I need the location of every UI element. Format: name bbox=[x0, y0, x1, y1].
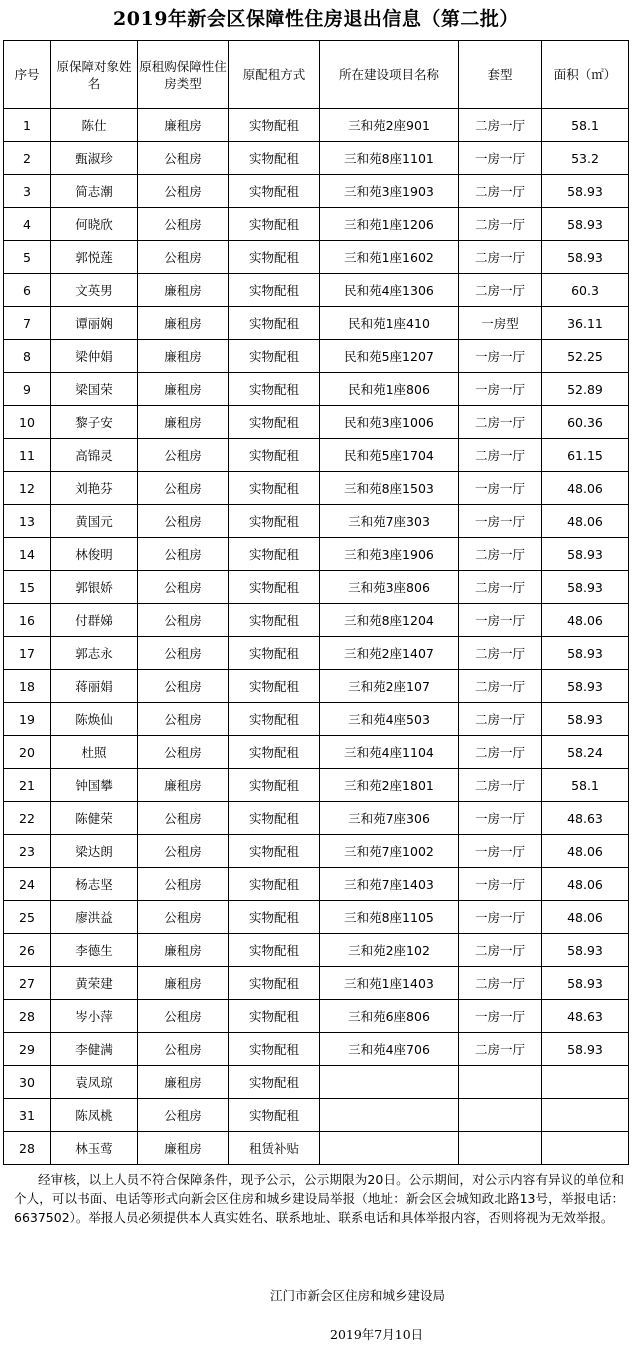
cell-name: 梁仲娟 bbox=[51, 340, 138, 373]
cell-name: 岑小萍 bbox=[51, 1000, 138, 1033]
table-row bbox=[4, 307, 629, 340]
table-row bbox=[4, 373, 629, 406]
table-row bbox=[4, 406, 629, 439]
cell-seq: 21 bbox=[4, 769, 51, 802]
cell-project-name: 三和苑4座1104 bbox=[320, 736, 459, 769]
cell-name: 林俊明 bbox=[51, 538, 138, 571]
page-title: 2019年新会区保障性住房退出信息（第二批） bbox=[113, 8, 519, 30]
table-row bbox=[4, 208, 629, 241]
cell-seq: 18 bbox=[4, 670, 51, 703]
cell-seq: 8 bbox=[4, 340, 51, 373]
cell-allocation-method: 实物配租 bbox=[229, 1099, 320, 1132]
cell-project-name: 三和苑2座901 bbox=[320, 109, 459, 142]
cell-project-name: 民和苑1座806 bbox=[320, 373, 459, 406]
cell-name: 李健满 bbox=[51, 1033, 138, 1066]
cell-name: 何晓欣 bbox=[51, 208, 138, 241]
cell-unit-type: 一房一厅 bbox=[459, 604, 542, 637]
cell-allocation-method: 实物配租 bbox=[229, 736, 320, 769]
table-row bbox=[4, 1000, 629, 1033]
cell-project-name: 民和苑4座1306 bbox=[320, 274, 459, 307]
cell-seq: 19 bbox=[4, 703, 51, 736]
cell-unit-type: 一房一厅 bbox=[459, 835, 542, 868]
table-row bbox=[4, 736, 629, 769]
cell-area: 48.06 bbox=[542, 604, 629, 637]
cell-seq: 20 bbox=[4, 736, 51, 769]
cell-seq: 14 bbox=[4, 538, 51, 571]
issue-date: 2019年7月10日 bbox=[330, 1327, 424, 1342]
cell-name: 郭银娇 bbox=[51, 571, 138, 604]
cell-housing-type: 公租房 bbox=[138, 241, 229, 274]
table-row bbox=[4, 1033, 629, 1066]
header-name: 原保障对象姓名 bbox=[51, 41, 138, 109]
cell-seq: 10 bbox=[4, 406, 51, 439]
header-area: 面积（㎡） bbox=[542, 41, 629, 109]
cell-housing-type: 廉租房 bbox=[138, 274, 229, 307]
cell-name: 蒋丽娟 bbox=[51, 670, 138, 703]
cell-allocation-method: 实物配租 bbox=[229, 175, 320, 208]
cell-allocation-method: 实物配租 bbox=[229, 142, 320, 175]
cell-name: 谭丽娴 bbox=[51, 307, 138, 340]
cell-name: 郭悦莲 bbox=[51, 241, 138, 274]
cell-housing-type: 公租房 bbox=[138, 175, 229, 208]
cell-project-name: 民和苑5座1207 bbox=[320, 340, 459, 373]
cell-unit-type: 一房一厅 bbox=[459, 868, 542, 901]
table-row bbox=[4, 1099, 629, 1132]
cell-seq: 2 bbox=[4, 142, 51, 175]
cell-unit-type: 二房一厅 bbox=[459, 571, 542, 604]
cell-area bbox=[542, 1099, 629, 1132]
cell-unit-type: 二房一厅 bbox=[459, 538, 542, 571]
cell-area: 48.06 bbox=[542, 835, 629, 868]
cell-area: 48.63 bbox=[542, 802, 629, 835]
cell-project-name: 民和苑5座1704 bbox=[320, 439, 459, 472]
cell-project-name: 三和苑2座102 bbox=[320, 934, 459, 967]
cell-project-name: 民和苑1座410 bbox=[320, 307, 459, 340]
cell-unit-type bbox=[459, 1099, 542, 1132]
table-row bbox=[4, 1132, 629, 1165]
table-row bbox=[4, 835, 629, 868]
cell-area: 58.93 bbox=[542, 1033, 629, 1066]
cell-name: 李德生 bbox=[51, 934, 138, 967]
cell-seq: 13 bbox=[4, 505, 51, 538]
table-row bbox=[4, 109, 629, 142]
cell-unit-type: 二房一厅 bbox=[459, 967, 542, 1000]
cell-housing-type: 公租房 bbox=[138, 637, 229, 670]
cell-seq: 24 bbox=[4, 868, 51, 901]
table-row bbox=[4, 241, 629, 274]
cell-allocation-method: 实物配租 bbox=[229, 571, 320, 604]
cell-allocation-method: 实物配租 bbox=[229, 307, 320, 340]
cell-housing-type: 公租房 bbox=[138, 439, 229, 472]
table-row bbox=[4, 604, 629, 637]
cell-project-name: 三和苑6座806 bbox=[320, 1000, 459, 1033]
cell-allocation-method: 实物配租 bbox=[229, 406, 320, 439]
cell-project-name: 三和苑4座706 bbox=[320, 1033, 459, 1066]
table-row bbox=[4, 769, 629, 802]
cell-seq: 12 bbox=[4, 472, 51, 505]
cell-unit-type: 一房一厅 bbox=[459, 1000, 542, 1033]
cell-housing-type: 廉租房 bbox=[138, 769, 229, 802]
cell-allocation-method: 实物配租 bbox=[229, 472, 320, 505]
cell-project-name: 三和苑7座1403 bbox=[320, 868, 459, 901]
cell-project-name: 民和苑3座1006 bbox=[320, 406, 459, 439]
cell-housing-type: 公租房 bbox=[138, 208, 229, 241]
cell-project-name bbox=[320, 1066, 459, 1099]
cell-allocation-method: 实物配租 bbox=[229, 1066, 320, 1099]
cell-unit-type: 二房一厅 bbox=[459, 208, 542, 241]
cell-unit-type: 二房一厅 bbox=[459, 703, 542, 736]
cell-unit-type: 二房一厅 bbox=[459, 274, 542, 307]
cell-allocation-method: 租赁补贴 bbox=[229, 1132, 320, 1165]
cell-unit-type: 一房一厅 bbox=[459, 802, 542, 835]
cell-seq: 28 bbox=[4, 1000, 51, 1033]
cell-name: 陈健荣 bbox=[51, 802, 138, 835]
issuing-organization: 江门市新会区住房和城乡建设局 bbox=[270, 1288, 446, 1303]
table-header-row bbox=[4, 41, 629, 109]
cell-allocation-method: 实物配租 bbox=[229, 439, 320, 472]
cell-housing-type: 公租房 bbox=[138, 670, 229, 703]
cell-allocation-method: 实物配租 bbox=[229, 505, 320, 538]
table-row bbox=[4, 1066, 629, 1099]
cell-unit-type: 二房一厅 bbox=[459, 241, 542, 274]
cell-area: 58.1 bbox=[542, 109, 629, 142]
cell-unit-type bbox=[459, 1132, 542, 1165]
cell-seq: 25 bbox=[4, 901, 51, 934]
cell-seq: 31 bbox=[4, 1099, 51, 1132]
cell-name: 杜照 bbox=[51, 736, 138, 769]
cell-housing-type: 公租房 bbox=[138, 538, 229, 571]
cell-project-name: 三和苑3座1906 bbox=[320, 538, 459, 571]
header-project-name: 所在建设项目名称 bbox=[320, 41, 459, 109]
table-row bbox=[4, 274, 629, 307]
cell-project-name bbox=[320, 1099, 459, 1132]
table-row bbox=[4, 505, 629, 538]
cell-name: 袁凤琼 bbox=[51, 1066, 138, 1099]
cell-area: 52.89 bbox=[542, 373, 629, 406]
cell-name: 刘艳芬 bbox=[51, 472, 138, 505]
cell-area: 53.2 bbox=[542, 142, 629, 175]
cell-project-name: 三和苑1座1602 bbox=[320, 241, 459, 274]
cell-unit-type: 二房一厅 bbox=[459, 637, 542, 670]
cell-area: 60.36 bbox=[542, 406, 629, 439]
cell-allocation-method: 实物配租 bbox=[229, 802, 320, 835]
cell-unit-type: 二房一厅 bbox=[459, 439, 542, 472]
table-row bbox=[4, 175, 629, 208]
cell-name: 杨志坚 bbox=[51, 868, 138, 901]
cell-seq: 15 bbox=[4, 571, 51, 604]
cell-area: 60.3 bbox=[542, 274, 629, 307]
cell-allocation-method: 实物配租 bbox=[229, 670, 320, 703]
cell-seq: 23 bbox=[4, 835, 51, 868]
cell-housing-type: 公租房 bbox=[138, 703, 229, 736]
cell-unit-type: 一房型 bbox=[459, 307, 542, 340]
cell-housing-type: 廉租房 bbox=[138, 934, 229, 967]
cell-project-name: 三和苑8座1503 bbox=[320, 472, 459, 505]
cell-project-name: 三和苑4座503 bbox=[320, 703, 459, 736]
cell-allocation-method: 实物配租 bbox=[229, 241, 320, 274]
cell-area: 48.06 bbox=[542, 868, 629, 901]
table-row bbox=[4, 637, 629, 670]
cell-unit-type: 二房一厅 bbox=[459, 934, 542, 967]
table-row bbox=[4, 472, 629, 505]
table-row bbox=[4, 439, 629, 472]
cell-area: 58.93 bbox=[542, 208, 629, 241]
table-row bbox=[4, 142, 629, 175]
cell-allocation-method: 实物配租 bbox=[229, 604, 320, 637]
cell-project-name: 三和苑2座1801 bbox=[320, 769, 459, 802]
cell-unit-type: 二房一厅 bbox=[459, 769, 542, 802]
cell-name: 陈仕 bbox=[51, 109, 138, 142]
cell-name: 文英男 bbox=[51, 274, 138, 307]
cell-name: 甄淑珍 bbox=[51, 142, 138, 175]
cell-project-name: 三和苑2座1407 bbox=[320, 637, 459, 670]
cell-name: 高锦灵 bbox=[51, 439, 138, 472]
cell-housing-type: 廉租房 bbox=[138, 1132, 229, 1165]
cell-housing-type: 廉租房 bbox=[138, 109, 229, 142]
cell-allocation-method: 实物配租 bbox=[229, 967, 320, 1000]
cell-unit-type: 二房一厅 bbox=[459, 736, 542, 769]
cell-unit-type: 一房一厅 bbox=[459, 373, 542, 406]
cell-seq: 17 bbox=[4, 637, 51, 670]
cell-name: 廖洪益 bbox=[51, 901, 138, 934]
cell-housing-type: 廉租房 bbox=[138, 373, 229, 406]
cell-name: 梁达朗 bbox=[51, 835, 138, 868]
cell-allocation-method: 实物配租 bbox=[229, 538, 320, 571]
cell-name: 钟国攀 bbox=[51, 769, 138, 802]
cell-name: 陈焕仙 bbox=[51, 703, 138, 736]
cell-seq: 16 bbox=[4, 604, 51, 637]
cell-unit-type: 一房一厅 bbox=[459, 472, 542, 505]
cell-allocation-method: 实物配租 bbox=[229, 835, 320, 868]
cell-allocation-method: 实物配租 bbox=[229, 340, 320, 373]
cell-project-name bbox=[320, 1132, 459, 1165]
cell-area: 58.93 bbox=[542, 703, 629, 736]
exit-info-table bbox=[3, 40, 629, 1165]
cell-unit-type: 一房一厅 bbox=[459, 901, 542, 934]
cell-area: 58.93 bbox=[542, 670, 629, 703]
cell-name: 梁国荣 bbox=[51, 373, 138, 406]
cell-project-name: 三和苑1座1403 bbox=[320, 967, 459, 1000]
cell-unit-type: 一房一厅 bbox=[459, 505, 542, 538]
cell-seq: 26 bbox=[4, 934, 51, 967]
cell-project-name: 三和苑3座1903 bbox=[320, 175, 459, 208]
cell-project-name: 三和苑7座303 bbox=[320, 505, 459, 538]
cell-project-name: 三和苑2座107 bbox=[320, 670, 459, 703]
cell-allocation-method: 实物配租 bbox=[229, 208, 320, 241]
cell-seq: 11 bbox=[4, 439, 51, 472]
cell-area: 58.1 bbox=[542, 769, 629, 802]
cell-allocation-method: 实物配租 bbox=[229, 274, 320, 307]
cell-seq: 29 bbox=[4, 1033, 51, 1066]
cell-area: 58.93 bbox=[542, 175, 629, 208]
cell-name: 付群娣 bbox=[51, 604, 138, 637]
notice-text: 经审核，以上人员不符合保障条件，现予公示，公示期限为20日。公示期间，对公示内容有异议的单位和个人，可以书面、电话等形式向新会区住房和城乡建设局举报（地址：新会区会城知政北路13号，举报电话：6637502）。举报人员必须提供本人真实姓名、联系地址、联系电话和具体举报内容，否则将视为无效举报。 bbox=[14, 1172, 624, 1225]
cell-housing-type: 公租房 bbox=[138, 571, 229, 604]
cell-allocation-method: 实物配租 bbox=[229, 934, 320, 967]
cell-seq: 28 bbox=[4, 1132, 51, 1165]
cell-housing-type: 廉租房 bbox=[138, 967, 229, 1000]
cell-project-name: 三和苑8座1101 bbox=[320, 142, 459, 175]
cell-seq: 1 bbox=[4, 109, 51, 142]
cell-housing-type: 公租房 bbox=[138, 1099, 229, 1132]
cell-allocation-method: 实物配租 bbox=[229, 1000, 320, 1033]
table-row bbox=[4, 802, 629, 835]
cell-area bbox=[542, 1132, 629, 1165]
cell-allocation-method: 实物配租 bbox=[229, 703, 320, 736]
cell-seq: 3 bbox=[4, 175, 51, 208]
cell-seq: 22 bbox=[4, 802, 51, 835]
cell-housing-type: 公租房 bbox=[138, 1000, 229, 1033]
table-row bbox=[4, 703, 629, 736]
cell-unit-type: 二房一厅 bbox=[459, 670, 542, 703]
cell-area: 48.06 bbox=[542, 505, 629, 538]
table-row bbox=[4, 934, 629, 967]
cell-unit-type: 二房一厅 bbox=[459, 175, 542, 208]
cell-unit-type: 一房一厅 bbox=[459, 340, 542, 373]
cell-name: 郭志永 bbox=[51, 637, 138, 670]
cell-housing-type: 廉租房 bbox=[138, 406, 229, 439]
cell-allocation-method: 实物配租 bbox=[229, 373, 320, 406]
cell-area: 58.24 bbox=[542, 736, 629, 769]
table-row bbox=[4, 901, 629, 934]
cell-seq: 5 bbox=[4, 241, 51, 274]
cell-name: 简志潮 bbox=[51, 175, 138, 208]
cell-area: 58.93 bbox=[542, 241, 629, 274]
cell-project-name: 三和苑8座1105 bbox=[320, 901, 459, 934]
cell-unit-type: 一房一厅 bbox=[459, 142, 542, 175]
cell-housing-type: 公租房 bbox=[138, 802, 229, 835]
table-row bbox=[4, 340, 629, 373]
cell-project-name: 三和苑3座806 bbox=[320, 571, 459, 604]
table-row bbox=[4, 571, 629, 604]
cell-housing-type: 廉租房 bbox=[138, 340, 229, 373]
cell-housing-type: 公租房 bbox=[138, 505, 229, 538]
cell-housing-type: 廉租房 bbox=[138, 307, 229, 340]
cell-area: 48.06 bbox=[542, 901, 629, 934]
cell-allocation-method: 实物配租 bbox=[229, 901, 320, 934]
cell-name: 黄荣建 bbox=[51, 967, 138, 1000]
cell-seq: 30 bbox=[4, 1066, 51, 1099]
cell-allocation-method: 实物配租 bbox=[229, 637, 320, 670]
table-row bbox=[4, 670, 629, 703]
cell-housing-type: 公租房 bbox=[138, 868, 229, 901]
table-body bbox=[4, 109, 629, 1165]
cell-allocation-method: 实物配租 bbox=[229, 1033, 320, 1066]
cell-area bbox=[542, 1066, 629, 1099]
cell-unit-type: 二房一厅 bbox=[459, 109, 542, 142]
cell-area: 58.93 bbox=[542, 934, 629, 967]
cell-allocation-method: 实物配租 bbox=[229, 109, 320, 142]
cell-project-name: 三和苑1座1206 bbox=[320, 208, 459, 241]
table-row bbox=[4, 967, 629, 1000]
cell-housing-type: 公租房 bbox=[138, 901, 229, 934]
cell-unit-type: 二房一厅 bbox=[459, 1033, 542, 1066]
cell-seq: 9 bbox=[4, 373, 51, 406]
table-row bbox=[4, 538, 629, 571]
cell-project-name: 三和苑8座1204 bbox=[320, 604, 459, 637]
cell-allocation-method: 实物配租 bbox=[229, 769, 320, 802]
header-allocation-method: 原配租方式 bbox=[229, 41, 320, 109]
cell-seq: 7 bbox=[4, 307, 51, 340]
cell-name: 黎子安 bbox=[51, 406, 138, 439]
cell-area: 61.15 bbox=[542, 439, 629, 472]
cell-housing-type: 公租房 bbox=[138, 835, 229, 868]
cell-project-name: 三和苑7座1002 bbox=[320, 835, 459, 868]
cell-housing-type: 公租房 bbox=[138, 736, 229, 769]
cell-housing-type: 公租房 bbox=[138, 1033, 229, 1066]
cell-housing-type: 廉租房 bbox=[138, 1066, 229, 1099]
cell-seq: 6 bbox=[4, 274, 51, 307]
header-seq: 序号 bbox=[4, 41, 51, 109]
cell-name: 林玉莺 bbox=[51, 1132, 138, 1165]
cell-area: 58.93 bbox=[542, 967, 629, 1000]
header-unit-type: 套型 bbox=[459, 41, 542, 109]
cell-project-name: 三和苑7座306 bbox=[320, 802, 459, 835]
cell-name: 黄国元 bbox=[51, 505, 138, 538]
cell-area: 48.63 bbox=[542, 1000, 629, 1033]
cell-area: 36.11 bbox=[542, 307, 629, 340]
cell-seq: 4 bbox=[4, 208, 51, 241]
cell-area: 48.06 bbox=[542, 472, 629, 505]
cell-area: 58.93 bbox=[542, 571, 629, 604]
cell-unit-type: 二房一厅 bbox=[459, 406, 542, 439]
header-housing-type: 原租购保障性住房类型 bbox=[138, 41, 229, 109]
cell-unit-type bbox=[459, 1066, 542, 1099]
cell-housing-type: 公租房 bbox=[138, 142, 229, 175]
cell-seq: 27 bbox=[4, 967, 51, 1000]
cell-housing-type: 公租房 bbox=[138, 472, 229, 505]
cell-area: 52.25 bbox=[542, 340, 629, 373]
cell-area: 58.93 bbox=[542, 637, 629, 670]
table-row bbox=[4, 868, 629, 901]
cell-name: 陈凤桃 bbox=[51, 1099, 138, 1132]
cell-allocation-method: 实物配租 bbox=[229, 868, 320, 901]
cell-area: 58.93 bbox=[542, 538, 629, 571]
cell-housing-type: 公租房 bbox=[138, 604, 229, 637]
